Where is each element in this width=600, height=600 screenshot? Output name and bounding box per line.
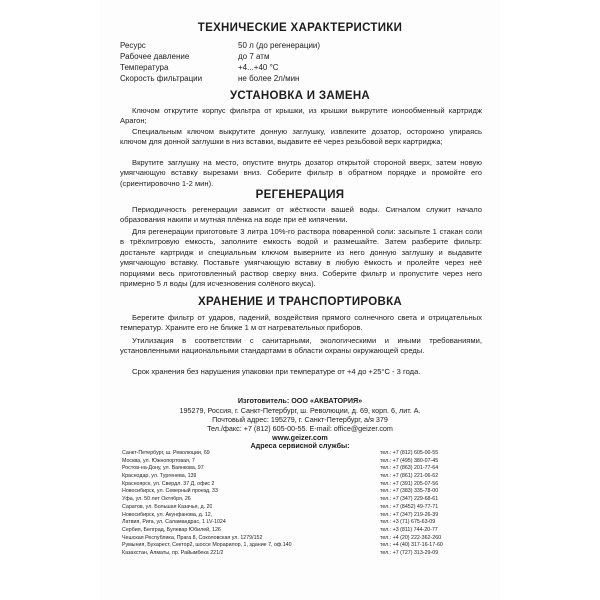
regeneration-heading: РЕГЕНЕРАЦИЯ bbox=[255, 189, 345, 201]
service-row bbox=[122, 473, 480, 481]
service-address: Краснодар, ул. Тургенева, 139 bbox=[122, 473, 197, 480]
spec-value: не более 2л/мин bbox=[238, 74, 300, 83]
service-address: Новосибирск, ул. Акунфанова, д. 12, bbox=[122, 511, 213, 518]
service-address: Саратов, ул. Большая Казачья, д. 20 bbox=[122, 503, 213, 510]
service-phone: тел.: +4 (40) 317-16-17-60 bbox=[380, 542, 443, 549]
service-row bbox=[122, 458, 480, 466]
spec-row bbox=[120, 74, 299, 83]
spec-row bbox=[120, 41, 320, 50]
storage-paragraph-3: Срок хранения без нарушения упаковки при температуре от +4 до +25°С - 3 года. bbox=[132, 367, 421, 376]
spec-value: до 7 атм bbox=[238, 52, 270, 61]
service-phone: тел.: +4 (20) 222-362-260 bbox=[380, 534, 442, 541]
manufacturer-address: 195279, Россия, г. Санкт-Петербург, ш. Революции, д. 69, корп. 6, лит. А. bbox=[179, 406, 421, 415]
regeneration-paragraph-1: Периодичность регенерации зависит от жёсткости вашей воды. Сигналом служит начало образования накипи и мутная плёнка на воде при её кипячении. bbox=[120, 205, 482, 225]
service-row bbox=[122, 512, 480, 520]
spec-label: Ресурс bbox=[120, 41, 146, 50]
service-row bbox=[122, 527, 480, 535]
install-paragraph-1: Ключом открутите корпус фильтра от крышки, из крышки выкрутите ионообменный картридж Арагон; bbox=[120, 106, 482, 126]
service-phone: тел.: +7 (347) 219-26-39 bbox=[380, 511, 439, 518]
regeneration-paragraph-2: Для регенерации приготовьте 3 литра 10%-го раствора поваренной соли: засыпьте 1 стакан соли в трёхлитровую емкость, заполните емкость водой и размешайте. Затем разберите фильтр: достаньте картридж и специальным ключом выверните из него донную заглушку и выдавите умягчающую вставку. Поставьте умягчающую вставку в любую ёмкость и пролейте через неё порциями весь приготовленный раствор сверху вниз. Соберите фильтр и пропустите через него примерно 5 л воды (для исчезновения солёного вкуса). bbox=[120, 227, 482, 289]
service-phone: тел.: +7 (863) 201-77-64 bbox=[380, 465, 439, 472]
service-heading: Адреса сервисной службы: bbox=[250, 441, 350, 450]
service-phone: тел.: +7 (861) 221-06-62 bbox=[380, 473, 439, 480]
manufacturer-website: www.geizer.com bbox=[272, 433, 328, 442]
install-paragraph-2: Специальным ключом выкрутите донную заглушку, извлеките дозатор, осторожно упираясь ключом для донной заглушки в низ вставки, выдавите её через резьбовой верх картриджа; bbox=[120, 127, 482, 147]
service-row bbox=[122, 481, 480, 489]
service-phone: тел.: +7 (495) 380-07-45 bbox=[380, 457, 439, 464]
specs-heading: ТЕХНИЧЕСКИЕ ХАРАКТЕРИСТИКИ bbox=[197, 22, 403, 34]
service-address: Санкт-Петербург, ш. Революции, 69 bbox=[122, 450, 210, 456]
service-row bbox=[122, 488, 480, 496]
spec-label: Скорость фильтрации bbox=[120, 74, 203, 83]
spec-row bbox=[120, 63, 279, 72]
manufacturer-postal-address: Почтовый адрес: 195279, г. Санкт-Петербург, а/я 379 bbox=[212, 415, 388, 424]
service-address: Красноярск, ул. Свердл. 37 Д, офис 2 bbox=[122, 480, 215, 487]
service-phone: тел.: +7 (8452) 49-77-71 bbox=[380, 503, 439, 510]
service-row bbox=[122, 504, 480, 512]
service-address: Ростов-на-Дону, ул. Ваянкова, 97 bbox=[122, 465, 204, 472]
service-address-list bbox=[122, 450, 480, 558]
storage-paragraph-1: Берегите фильтр от ударов, падений, воздействия прямого солнечного света и отрицательных температур. Храните его не ближе 1 м от нагревательных приборов. bbox=[120, 313, 482, 333]
storage-paragraph-2: Утилизация в соответствии с санитарными, экологическими и иными требованиями, установленными национальными стандартами в области охраны окружающей среды. bbox=[120, 336, 482, 356]
service-row bbox=[122, 465, 480, 473]
spec-label: Рабочее давление bbox=[120, 52, 190, 61]
service-address: Уфа, ул. 50 лет Октября, 26 bbox=[122, 496, 191, 503]
service-address: Новосибирск, ул. Северный проезд, 33 bbox=[122, 488, 218, 495]
service-address: Москва, ул. Южнопортовая, 7 bbox=[122, 457, 195, 464]
service-row bbox=[122, 535, 480, 543]
spec-value: 50 л (до регенерации) bbox=[238, 41, 321, 50]
install-paragraph-3: Вкрутите заглушку на место, опустите внутрь дозатор открытой стороной вверх, затем новую умягчающую вставку вырезами вниз. Соберите фильтр в обратном порядке и промойте его (сриентировочно 1-2 мин). bbox=[120, 158, 482, 188]
service-address: Румыния, Бухарест, Сектор2, шоссе Морарилор, 1, здание 7, оф.140 bbox=[122, 542, 292, 549]
spec-row bbox=[120, 52, 269, 61]
install-heading: УСТАНОВКА И ЗАМЕНА bbox=[229, 90, 371, 102]
service-phone: тел.: +3 (71) 675-63-09 bbox=[380, 519, 436, 526]
service-phone: тел.: +7 (383) 335-78-00 bbox=[380, 488, 439, 495]
service-row bbox=[122, 519, 480, 527]
service-address: Латвия, Рига, ул. Саламандрас, 1 LV-1024 bbox=[122, 519, 226, 526]
service-phone: тел.: +3 (811) 744-20-77 bbox=[380, 526, 438, 533]
manufacturer-contacts: Тел./факс: +7 (812) 605-00-55. E-mail: office@geizer.com bbox=[207, 424, 393, 433]
service-row bbox=[122, 450, 480, 458]
service-address: Казахстан, Алматы, пр. Райымбека 221/2 bbox=[122, 549, 224, 556]
storage-heading: ХРАНЕНИЕ И ТРАНСПОРТИРОВКА bbox=[197, 296, 403, 308]
service-address: Чешская Республика, Прага 8, Соколовская ул. 1279/152 bbox=[122, 534, 263, 541]
spec-value: +4...+40 °С bbox=[238, 63, 279, 72]
service-phone: тел.: +7 (391) 205-07-56 bbox=[380, 480, 439, 487]
service-phone: тел.: +7 (727) 313-29-09 bbox=[380, 549, 439, 556]
service-phone: тел.: +7 (347) 229-68-61 bbox=[380, 496, 439, 503]
spec-label: Температура bbox=[120, 63, 169, 72]
instruction-sheet bbox=[100, 0, 500, 600]
service-row bbox=[122, 542, 480, 550]
service-address: Сербия, Белград, Булевар Юбилей, 126 bbox=[122, 526, 221, 533]
service-phone: тел.: +7 (812) 605-00-55 bbox=[380, 450, 439, 456]
service-row bbox=[122, 496, 480, 504]
service-row bbox=[122, 550, 480, 558]
manufacturer-name: Изготовитель: ООО «АКВАТОРИЯ» bbox=[237, 396, 363, 405]
